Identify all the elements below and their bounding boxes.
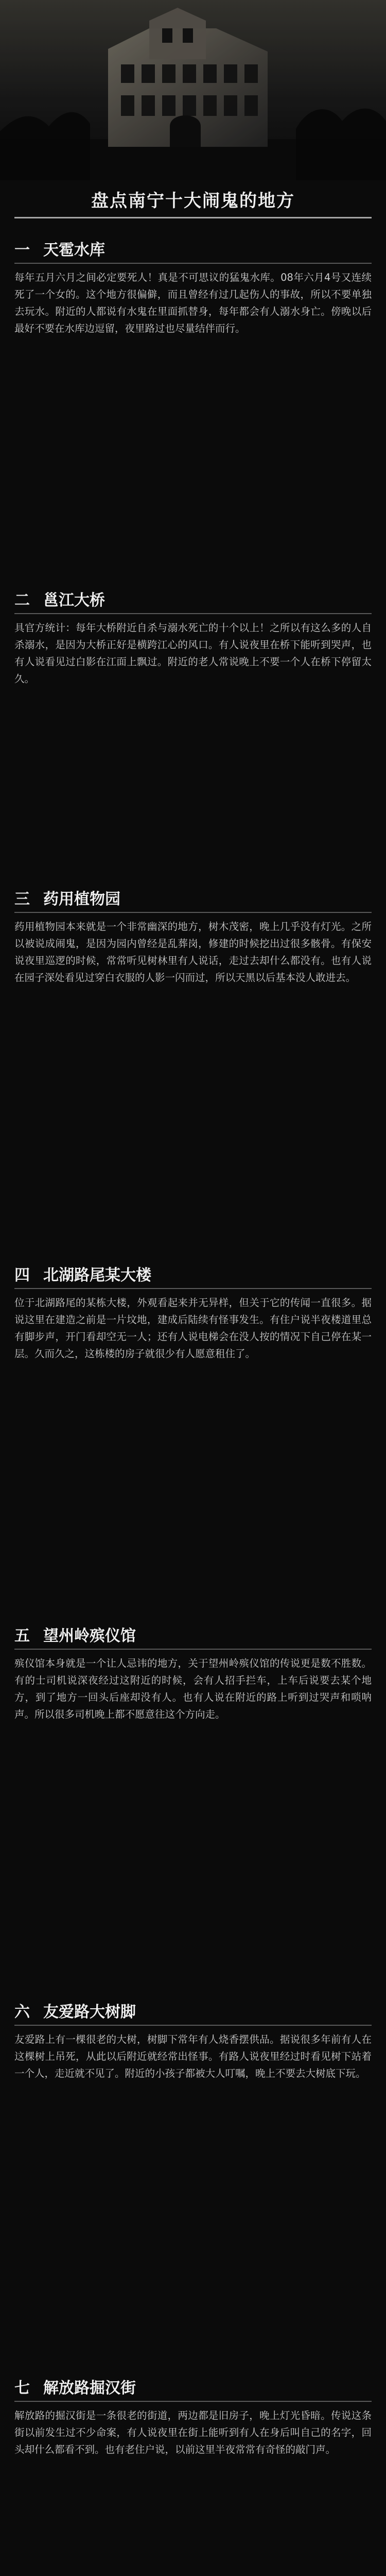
title-rule — [14, 217, 372, 218]
section-4 — [14, 1262, 372, 1614]
section-5-number: 五 — [14, 1627, 30, 1645]
section-4-body: 位于北湖路尾的某栋大楼，外观看起来并无异样，但关于它的传闻一直很多。据说这里在建造之前是一片坟地，建成后陆续有怪事发生。有住户说半夜楼道里总有脚步声，开门看却空无一人；还有人说电梯会在没人按的情况下自己停在某一层。久而久之，这栋楼的房子就很少有人愿意租住了。 — [14, 1297, 372, 1360]
section-2-divider — [14, 613, 372, 614]
section-4-header — [14, 1262, 372, 1285]
section-4-number: 四 — [14, 1266, 30, 1284]
haunted-building-illustration — [0, 0, 386, 180]
section-2-header — [14, 587, 372, 610]
section-6 — [14, 1999, 372, 2366]
section-3 — [14, 886, 372, 1253]
section-2-number: 二 — [14, 591, 30, 609]
sections-list — [0, 237, 386, 2576]
section-5-header — [14, 1623, 372, 1646]
title-area — [0, 180, 386, 228]
section-2-title: 邕江大桥 — [43, 591, 105, 609]
section-2 — [14, 587, 372, 877]
section-1-title: 天雹水库 — [43, 241, 105, 259]
section-6-divider — [14, 2025, 372, 2026]
section-4-title: 北湖路尾某大楼 — [43, 1266, 151, 1284]
page-title: 盘点南宁十大闹鬼的地方 — [91, 191, 295, 211]
section-1 — [14, 237, 372, 578]
section-3-header — [14, 886, 372, 909]
section-2-body: 具官方统计：每年大桥附近自杀与溺水死亡的十个以上！之所以有这么多的人自杀溺水，是因为大桥正好是横跨江心的风口。有人说夜里在桥下能听到哭声，也有人说看见过白影在江面上飘过。附近的老人常说晚上不要一个人在桥下停留太久。 — [14, 622, 372, 685]
section-7-number: 七 — [14, 2379, 30, 2397]
section-7-divider — [14, 2401, 372, 2402]
section-3-body: 药用植物园本来就是一个非常幽深的地方，树木茂密，晚上几乎没有灯光。之所以被说成闹鬼，是因为园内曾经是乱葬岗，修建的时候挖出过很多骸骨。有保安说夜里巡逻的时候，常常听见树林里有人说话，走过去却什么都没有。也有人说在园子深处看见过穿白衣服的人影一闪而过，所以天黑以后基本没人敢进去。 — [14, 921, 372, 984]
section-1-header — [14, 237, 372, 260]
section-1-number: 一 — [14, 241, 30, 259]
section-1-body: 每年五月六月之间必定要死人！真是不可思议的猛鬼水库。08年六月4号又连续死了一个女的。这个地方很偏僻，而且曾经有过几起伤人的事故，所以不要单独去玩水。附近的人都说有水鬼在里面抓替身，每年都会有人溺水身亡。傍晚以后最好不要在水库边逗留，夜里路过也尽量结伴而行。 — [14, 272, 372, 334]
section-1-divider — [14, 263, 372, 264]
section-6-header — [14, 1999, 372, 2022]
section-5 — [14, 1623, 372, 1990]
section-5-title: 望州岭殡仪馆 — [43, 1627, 136, 1645]
section-6-number: 六 — [14, 2003, 30, 2021]
section-7-body: 解放路的掘汉街是一条很老的街道，两边都是旧房子，晚上灯光昏暗。传说这条街以前发生过不少命案，有人说夜里在街上能听到有人在身后叫自己的名字，回头却什么都看不到。也有老住户说，以前这里半夜常常有奇怪的敲门声。 — [14, 2410, 372, 2455]
section-6-title: 友爱路大树脚 — [43, 2003, 136, 2021]
section-7-title: 解放路掘汉街 — [43, 2379, 136, 2397]
section-7 — [14, 2375, 372, 2576]
hero-image-haunted-mansion — [0, 0, 386, 180]
section-4-divider — [14, 1288, 372, 1289]
section-7-header — [14, 2375, 372, 2398]
section-3-title: 药用植物园 — [43, 890, 120, 908]
section-6-body: 友爱路上有一棵很老的大树，树脚下常年有人烧香摆供品。据说很多年前有人在这棵树上吊死，从此以后附近就经常出怪事。有路人说夜里经过时看见树下站着一个人，走近就不见了。附近的小孩子都被大人叮嘱，晚上不要去大树底下玩。 — [14, 2033, 372, 2079]
section-3-divider — [14, 912, 372, 913]
section-3-number: 三 — [14, 890, 30, 908]
section-5-body: 殡仪馆本身就是一个让人忌讳的地方，关于望州岭殡仪馆的传说更是数不胜数。有的士司机说深夜经过这附近的时候，会有人招手拦车，上车后说要去某个地方，到了地方一回头后座却没有人。也有人说在附近的路上听到过哭声和唢呐声。所以很多司机晚上都不愿意往这个方向走。 — [14, 1657, 372, 1720]
section-5-divider — [14, 1649, 372, 1650]
